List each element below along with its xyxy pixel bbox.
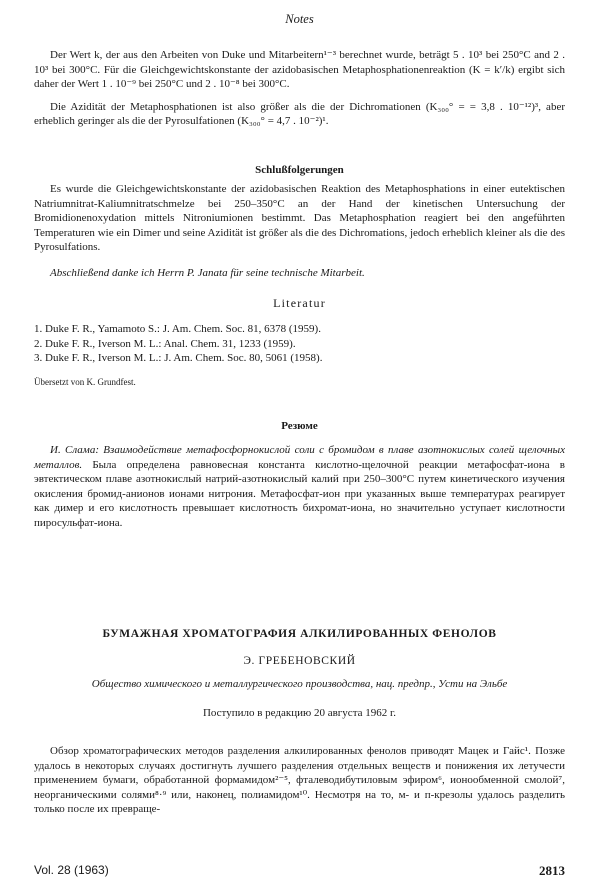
references-section xyxy=(34,322,565,389)
paragraph-acidity: Die Azidität der Metaphosphationen ist also größer als die der Dichromationen (K₃₀₀° = = 3,8 . 10⁻¹²)³, aber erheblich geringer als die der Pyrosulfationen (K₃₀₀° = 4,7 . 10⁻²)¹. xyxy=(34,100,565,127)
acknowledgement: Abschließend danke ich Herrn P. Janata für seine technische Mitarbeit. xyxy=(50,266,365,279)
translator-note: Übersetzt von K. Grundfest. xyxy=(34,376,136,387)
running-header: Notes xyxy=(285,12,314,26)
paragraph-rate-constant: Der Wert k, der aus den Arbeiten von Duke und Mitarbeitern¹⁻³ berechnet wurde, beträgt 5 . 10³ bei 250°C and 2 . 10³ bei 300°C. Für die Gleichgewichtskonstante der azidobasischen Metaphosphationenreaktion (K = k′/k) ergibt sich daher der Wert 1 . 10⁻⁹ bei 250°C und 2 . 10⁻⁸ bei 300°C. xyxy=(34,49,565,90)
article-intro-paragraph: Обзор хроматографических методов разделения алкилированных фенолов приводят Мацек и Гайс¹. Позже удалось в некоторых случаях достигнуть лучшего разделения отдельных веществ и понижения их летучести применением бумаги, обработанной формамидом²⁻⁵, фталеводибутиловым эфиром⁶, ионообменной смолой⁷, неорганическими солями⁸·⁹ или, наконец, полиамидом¹⁰. Несмотря на то, м- и п-крезолы удалось разделить только после их превраще- xyxy=(34,745,565,815)
reference-item: 2. Duke F. R., Iverson M. L.: Anal. Chem. 31, 1233 (1959). xyxy=(34,337,296,350)
volume-info: Vol. 28 (1963) xyxy=(34,863,109,877)
summary-paragraph xyxy=(34,443,565,530)
german-text-section xyxy=(34,48,565,129)
reference-list xyxy=(34,322,565,366)
article-affiliation: Общество химического и металлургического производства, нац. предпр., Усти на Эльбе xyxy=(91,678,508,690)
article-received-date: Поступило в редакцию 20 августа 1962 г. xyxy=(202,707,397,719)
page-number: 2813 xyxy=(539,863,565,878)
article-body-section xyxy=(34,744,565,817)
conclusions-heading: Schlußfolgerungen xyxy=(255,164,344,176)
references-heading: Literatur xyxy=(273,296,326,310)
reference-item: 1. Duke F. R., Yamamoto S.: J. Am. Chem. Soc. 81, 6378 (1959). xyxy=(34,323,321,335)
conclusions-section xyxy=(34,182,565,280)
summary-body: Была определена равновесная константа кислотно-щелочной реакции метафосфат-иона в эвтектическом плаве азотнокислый натрий-азотнокислый калий при 250–300°C путем кинетического изучения окисления бромид-анионов ионами нитрония. Метафосфат-ион при указанных выше температурах реагирует как димер и его кислотность превышает кислотность бихромат-иона, но значительно уступает кислотности пиросульфат-иона. xyxy=(34,458,565,529)
paragraph-conclusions: Es wurde die Gleichgewichtskonstante der azidobasischen Reaktion des Metaphosphations in einer eutektischen Natriumnitrat-Kaliumnitratschmelze bei 250–350°C an der Hand der kinetischen Untersuchung der Bromidionenoxydation mittels Nitroniumionen bestimmt. Das Metaphosphation reagiert bei den angeführten Temperaturen wie ein Dimer und seine Azidität ist größer als die des Dichromations, jedoch erheblich kleiner als die des Pyrosulfations. xyxy=(34,183,565,253)
summary-author-title: И. Слама: Взаимодействие метафосфорнокислой соли с бромидом в плаве азотнокислых солей щелочных металлов. xyxy=(34,444,565,471)
article-author: Э. ГРЕБЕНОВСКИЙ xyxy=(243,655,356,667)
article-title: БУМАЖНАЯ ХРОМАТОГРАФИЯ АЛКИЛИРОВАННЫХ ФЕНОЛОВ xyxy=(102,628,497,640)
reference-item: 3. Duke F. R., Iverson M. L.: J. Am. Chem. Soc. 80, 5061 (1958). xyxy=(34,352,323,364)
russian-summary-section xyxy=(34,443,565,530)
summary-heading: Резюме xyxy=(281,420,318,432)
